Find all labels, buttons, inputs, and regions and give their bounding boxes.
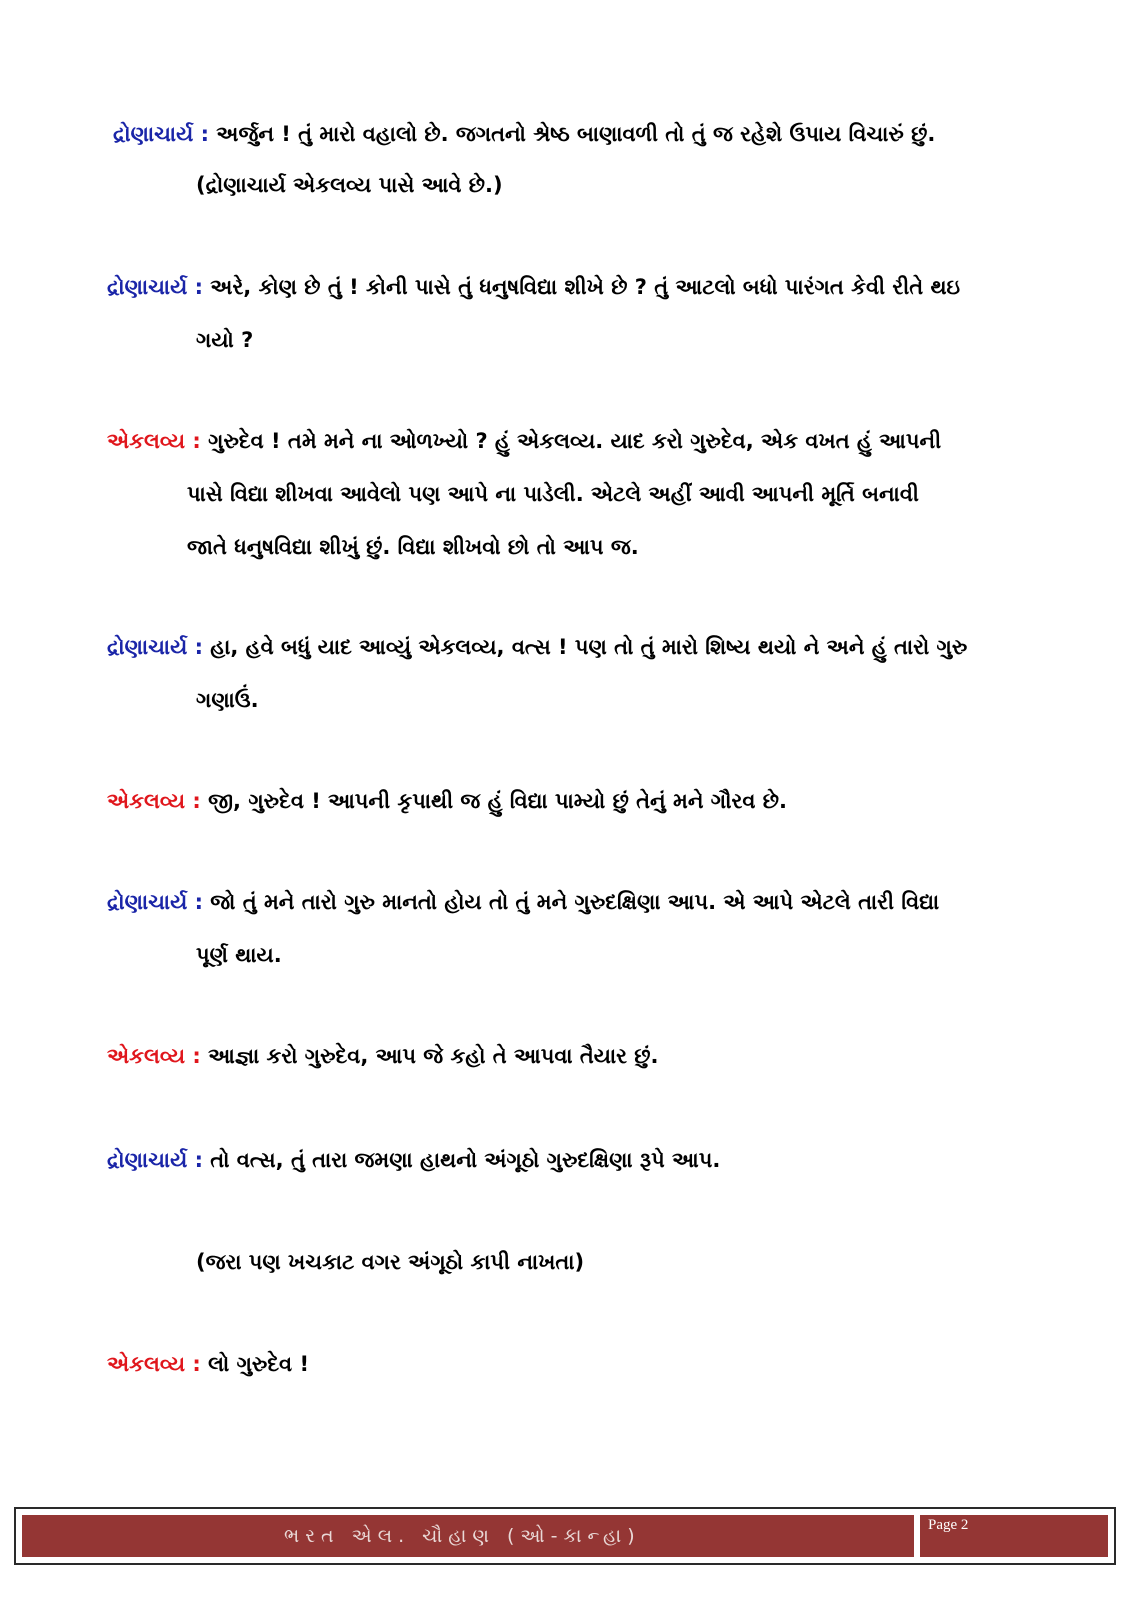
- speaker-label: એકલવ્ય :: [107, 1352, 201, 1376]
- footer-author-bar: [22, 1515, 914, 1557]
- stage-direction: (જરા પણ ખચકાટ વગર અંગૂઠો કાપી નાખતા): [196, 1250, 585, 1274]
- dialogue-block: [107, 261, 960, 367]
- speaker-label: દ્રોણાચાર્ય :: [107, 890, 203, 914]
- speaker-label: દ્રોણાચાર્ય :: [107, 635, 203, 659]
- stage-direction: (દ્રોણાચાર્ય એકલવ્ય પાસે આવે છે.): [196, 173, 503, 197]
- dialogue-block: [107, 876, 939, 982]
- dialogue-text: આજ્ઞા કરો ગુરુદેવ, આપ જે કહો તે આપવા તૈયાર છું.: [208, 1044, 659, 1068]
- footer-author: ભરત એલ. ચૌહાણ (ઓ-કાન્હા): [284, 1525, 641, 1547]
- dialogue-text: જી, ગુરુદેવ ! આપની કૃપાથી જ હું વિદ્યા પામ્યો છું તેનું મને ગૌરવ છે.: [208, 789, 787, 813]
- dialogue-text: ગણાઉં.: [196, 688, 259, 712]
- dialogue-text: અરે, કોણ છે તું ! કોની પાસે તું ધનુષવિદ્યા શીખે છે ? તું આટલો બધો પારંગત કેવી રીતે થઇ: [210, 275, 961, 299]
- dialogue-block: [107, 775, 787, 828]
- page-number: Page 2: [928, 1517, 969, 1533]
- speaker-label: દ્રોણાચાર્ય :: [107, 275, 203, 299]
- speaker-label: દ્રોણાચાર્ય :: [113, 122, 209, 146]
- dialogue-block: [113, 108, 935, 161]
- dialogue-text: જો તું મને તારો ગુરુ માનતો હોય તો તું મને ગુરુદક્ષિણા આપ. એ આપે એટલે તારી વિદ્યા: [210, 890, 940, 914]
- speaker-label: એકલવ્ય :: [107, 429, 201, 453]
- dialogue-block: [107, 621, 967, 727]
- speaker-label: દ્રોણાચાર્ય :: [107, 1148, 203, 1172]
- dialogue-text: પૂર્ણ થાય.: [196, 943, 282, 967]
- dialogue-block: [107, 415, 941, 574]
- page-footer: [14, 1507, 1116, 1565]
- dialogue-text: લો ગુરુદેવ !: [208, 1352, 310, 1376]
- dialogue-text: પાસે વિદ્યા શીખવા આવેલો પણ આપે ના પાડેલી. એટલે અહીં આવી આપની મૂર્તિ બનાવી: [187, 482, 919, 506]
- dialogue-text: ગયો ?: [196, 328, 254, 352]
- dialogue-text: ગુરુદેવ ! તમે મને ના ઓળખ્યો ? હું એકલવ્ય. યાદ કરો ગુરુદેવ, એક વખત હું આપની: [208, 429, 942, 453]
- dialogue-block: [107, 1338, 309, 1391]
- dialogue-block: [107, 1134, 720, 1187]
- dialogue-text: અર્જુન ! તું મારો વહાલો છે. જગતનો શ્રેષ્ઠ બાણાવળી તો તું જ રહેશે ઉપાય વિચારું છું.: [216, 122, 936, 146]
- speaker-label: એકલવ્ય :: [107, 789, 201, 813]
- speaker-label: એકલવ્ય :: [107, 1044, 201, 1068]
- dialogue-text: તો વત્સ, તું તારા જમણા હાથનો અંગૂઠો ગુરુદક્ષિણા રૂપે આપ.: [210, 1148, 721, 1172]
- dialogue-block: [107, 1030, 659, 1083]
- footer-page-box: [920, 1515, 1108, 1557]
- dialogue-text: જાતે ધનુષવિદ્યા શીખું છું. વિદ્યા શીખવો છો તો આપ જ.: [187, 535, 639, 559]
- dialogue-text: હા, હવે બધું યાદ આવ્યું એકલવ્ય, વત્સ ! પણ તો તું મારો શિષ્ય થયો ને અને હું તારો ગુરુ: [210, 635, 968, 659]
